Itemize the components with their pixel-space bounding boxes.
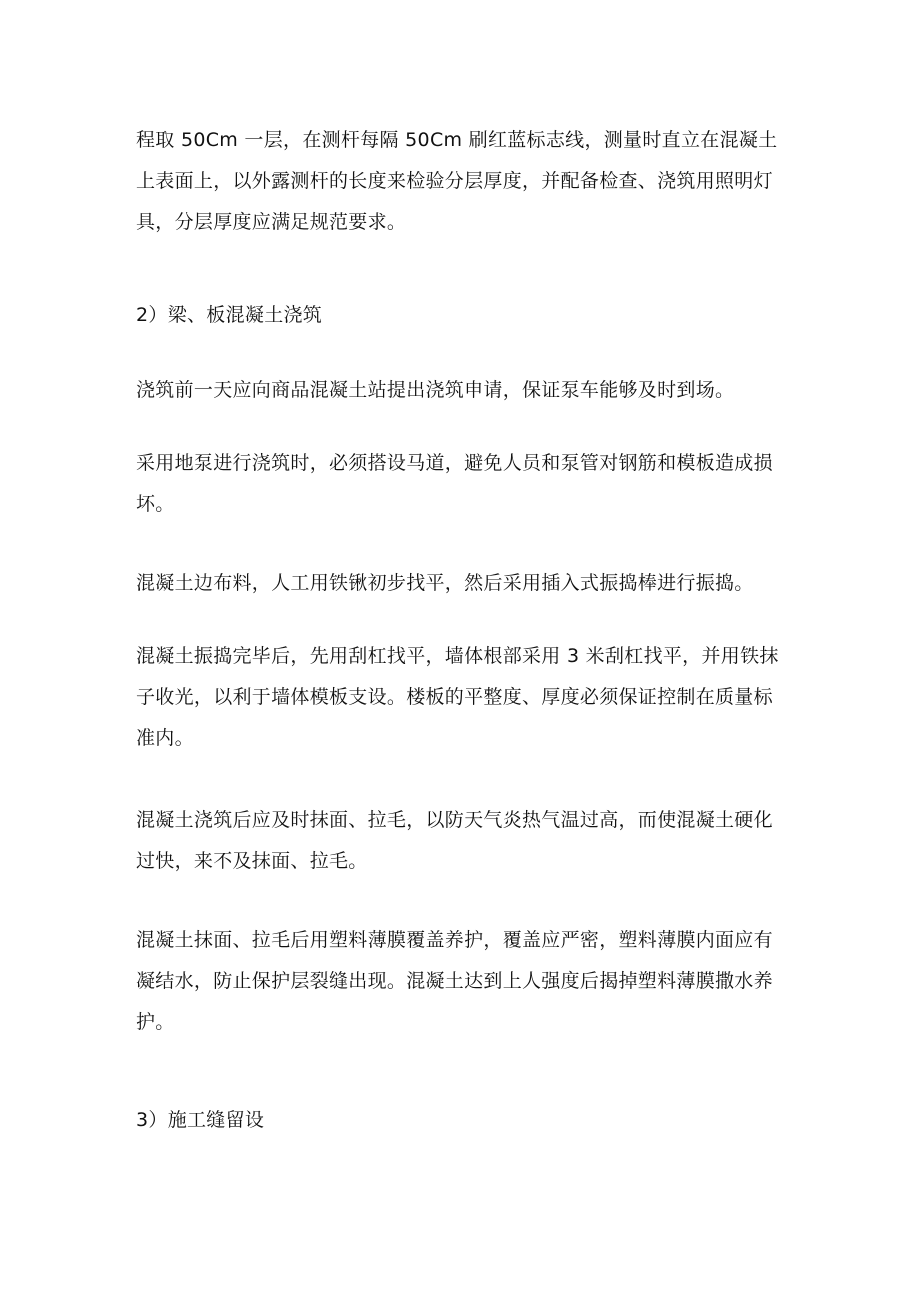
text-line: 采用地泵进行浇筑时，必须搭设马道，避免人员和泵管对钢筋和模板造成损 [136, 452, 773, 474]
text-line: 混凝土浇筑后应及时抹面、拉毛，以防天气炎热气温过高，而使混凝土硬化 [136, 809, 773, 831]
section-heading-beam-slab [136, 295, 786, 336]
text-line: 凝结水，防止保护层裂缝出现。混凝土达到上人强度后揭掉塑料薄膜撒水养 [136, 970, 773, 992]
paragraph-pour-request [136, 370, 786, 411]
text-line: 坏。 [136, 493, 175, 515]
text-line: 子收光，以利于墙体模板支设。楼板的平整度、厚度必须保证控制在质量标 [136, 686, 773, 708]
paragraph-surface-finishing [136, 800, 786, 882]
paragraph-layer-thickness [136, 120, 786, 243]
text-line: 混凝土振捣完毕后，先用刮杠找平，墙体根部采用 3 米刮杠找平，并用铁抹 [136, 645, 779, 667]
heading-text: 2）梁、板混凝土浇筑 [136, 304, 323, 326]
section-heading-construction-joint [136, 1100, 786, 1141]
paragraph-distribution [136, 563, 786, 604]
text-line: 程取 50Cm 一层，在测杆每隔 50Cm 刷红蓝标志线，测量时直立在混凝土 [136, 129, 778, 151]
text-line: 护。 [136, 1011, 175, 1033]
text-line: 具，分层厚度应满足规范要求。 [136, 211, 407, 233]
text-line: 浇筑前一天应向商品混凝土站提出浇筑申请，保证泵车能够及时到场。 [136, 379, 735, 401]
text-line: 过快，来不及抹面、拉毛。 [136, 850, 368, 872]
paragraph-leveling [136, 636, 786, 759]
paragraph-curing [136, 920, 786, 1043]
text-line: 准内。 [136, 727, 194, 749]
heading-text: 3）施工缝留设 [136, 1109, 265, 1131]
text-line: 上表面上，以外露测杆的长度来检验分层厚度，并配备检查、浇筑用照明灯 [136, 170, 773, 192]
text-line: 混凝土边布料，人工用铁锹初步找平，然后采用插入式振捣棒进行振捣。 [136, 572, 754, 594]
text-line: 混凝土抹面、拉毛后用塑料薄膜覆盖养护，覆盖应严密，塑料薄膜内面应有 [136, 929, 773, 951]
paragraph-ground-pump [136, 443, 786, 525]
